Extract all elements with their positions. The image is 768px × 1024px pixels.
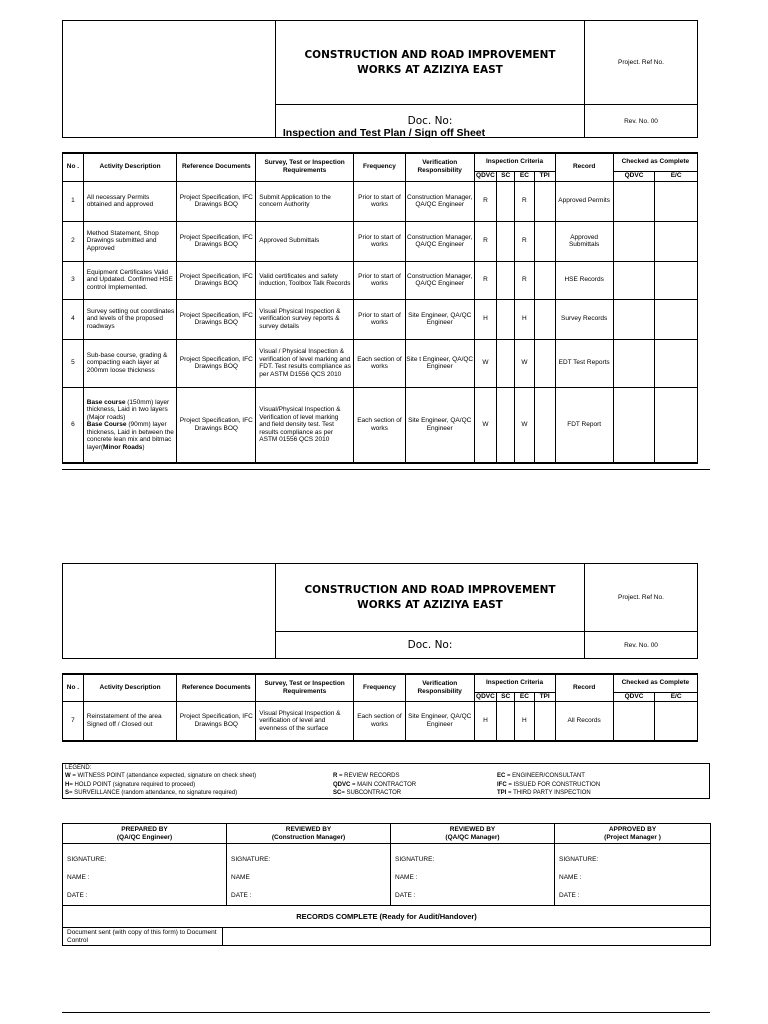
approved-by-header: APPROVED BY (Project Manager ) xyxy=(555,824,711,844)
doc-no: Doc. No: xyxy=(276,632,585,659)
col-tpi: TPI xyxy=(534,171,555,181)
table-row: 4 Survey setting out coordinates and levels of the proposed roadways Project Specification, IFC Drawings BOQ Visual Physical Inspection & verification survey reports & survey details Prior to start of works Site Engineer, QA/QC Engineer H H Survey Records xyxy=(63,299,698,339)
project-title: CONSTRUCTION AND ROAD IMPROVEMENT WORKS AT AZIZIYA EAST xyxy=(276,564,585,632)
plan-title: Inspection and Test Plan / Sign off Sheet xyxy=(282,127,486,139)
col-sc: SC xyxy=(497,692,515,701)
check-cell[interactable] xyxy=(655,387,698,463)
rev-no: Rev. No. 00 xyxy=(585,632,698,659)
signoff-table xyxy=(62,823,711,946)
legend-col-2: R = REVIEW RECORDS QDVC = MAIN CONTRACTOR SC= SUBCONTRACTOR xyxy=(333,773,417,796)
records-complete: RECORDS COMPLETE (Ready for Audit/Handover) xyxy=(63,906,711,928)
itp-table-2 xyxy=(62,673,698,742)
check-cell[interactable] xyxy=(613,387,655,463)
col-criteria: Inspection Criteria xyxy=(474,153,555,171)
col-reference: Reference Documents xyxy=(177,674,256,701)
col-frequency: Frequency xyxy=(353,153,405,181)
check-cell[interactable] xyxy=(613,339,655,387)
document-sent-field[interactable] xyxy=(223,928,711,946)
col-verification: Verification Responsibility xyxy=(405,153,474,181)
check-cell[interactable] xyxy=(613,221,655,261)
reviewed-by-header-2: REVIEWED BY (QA/QC Manager) xyxy=(391,824,555,844)
col-survey: Survey, Test or Inspection Requirements xyxy=(256,153,354,181)
check-cell[interactable] xyxy=(655,261,698,299)
col-qdvc: QDVC xyxy=(474,692,497,701)
col-ec: EC xyxy=(515,692,535,701)
check-cell[interactable] xyxy=(655,701,698,741)
table-row: 1 All necessary Permits obtained and approved Project Specification, IFC Drawings BOQ Submit Application to the concern Authority Prior to start of works Construction Manager, QA/QC Engineer R R Approved Permits xyxy=(63,181,698,221)
check-cell[interactable] xyxy=(613,181,655,221)
legend-col-3: EC = ENGINEER/CONSULTANT IFC = ISSUED FOR CONSTRUCTION TPI = THIRD PARTY INSPECTION xyxy=(497,773,601,796)
prepared-by-header: PREPARED BY (QA/QC Engineer) xyxy=(63,824,227,844)
logo-area xyxy=(63,564,276,659)
table-row: 6 Base course (150mm) layer thickness, Laid in two layers (Major roads) Base Course (90mm) layer thickness, Laid in between the concrete lean mix and bitmac layer(Minor Roads) Project Specification, IFC Drawings BOQ Visual/Physical Inspection & Verification of level marking and field density test. Test results compliance as per ASTM 01556 QCS 2010 Each section of works Site Engineer, QA/QC Engineer W W FDT Report xyxy=(63,387,698,463)
check-cell[interactable] xyxy=(655,221,698,261)
legend xyxy=(62,763,710,799)
col-checked-ec: E/C xyxy=(655,692,698,701)
reviewed-fields-1[interactable]: SIGNATURE: NAME DATE : xyxy=(227,844,391,906)
activity-base-course: Base course (150mm) layer thickness, Laid in two layers (Major roads) Base Course (90mm) layer thickness, Laid in between the concrete lean mix and bitmac layer(Minor Roads) xyxy=(83,387,177,463)
itp-table xyxy=(62,152,698,464)
col-no: No . xyxy=(63,674,84,701)
project-ref: Project. Ref No. xyxy=(585,21,698,105)
col-checked: Checked as Complete xyxy=(613,153,697,171)
document-header-2 xyxy=(62,563,698,659)
reviewed-by-header-1: REVIEWED BY (Construction Manager) xyxy=(227,824,391,844)
check-cell[interactable] xyxy=(613,701,655,741)
col-tpi: TPI xyxy=(534,692,555,701)
col-sc: SC xyxy=(497,171,515,181)
reviewed-fields-2[interactable]: SIGNATURE: NAME : DATE : xyxy=(391,844,555,906)
table-row: 5 Sub-base course, grading & compacting each layer at 200mm loose thickness Project Specification, IFC Drawings BOQ Visual / Physical Inspection & verification of level marking and FDT. Test results compliance as per ASTM D1556 QCS 2010 Each section of works Site t Engineer, QA/QC Engineer W W EDT Test Reports xyxy=(63,339,698,387)
project-ref: Project. Ref No. xyxy=(585,564,698,632)
legend-title: LEGEND: xyxy=(65,765,92,771)
divider xyxy=(62,469,710,470)
project-title: CONSTRUCTION AND ROAD IMPROVEMENT WORKS AT AZIZIYA EAST xyxy=(276,21,585,105)
table-row: 3 Equipment Certificates Valid and Updated. Confirmed HSE control Implemented. Project Specification, IFC Drawings BOQ Valid certificates and safety induction, Toolbox Talk Records Prior to start of works Construction Manager, QA/QC Engineer R R HSE Records xyxy=(63,261,698,299)
check-cell[interactable] xyxy=(655,181,698,221)
col-verification: Verification Responsibility xyxy=(405,674,474,701)
col-checked: Checked as Complete xyxy=(613,674,697,692)
col-checked-ec: E/C xyxy=(655,171,698,181)
col-no: No . xyxy=(63,153,84,181)
col-ec: EC xyxy=(515,171,535,181)
prepared-fields[interactable]: SIGNATURE: NAME : DATE : xyxy=(63,844,227,906)
col-activity: Activity Description xyxy=(83,674,177,701)
check-cell[interactable] xyxy=(655,339,698,387)
check-cell[interactable] xyxy=(613,261,655,299)
col-checked-qdvc: QDVC xyxy=(613,171,655,181)
rev-no: Rev. No. 00 xyxy=(585,105,698,138)
table-row: 2 Method Statement, Shop Drawings submitted and Approved Project Specification, IFC Drawings BOQ Approved Submittals Prior to start of works Construction Manager, QA/QC Engineer R R Approved Submittals xyxy=(63,221,698,261)
col-checked-qdvc: QDVC xyxy=(613,692,655,701)
check-cell[interactable] xyxy=(655,299,698,339)
col-record: Record xyxy=(555,153,613,181)
col-reference: Reference Documents xyxy=(177,153,256,181)
col-activity: Activity Description xyxy=(83,153,177,181)
document-header xyxy=(62,20,698,138)
footer-divider xyxy=(62,1012,710,1013)
check-cell[interactable] xyxy=(613,299,655,339)
col-criteria: Inspection Criteria xyxy=(474,674,555,692)
col-frequency: Frequency xyxy=(353,674,405,701)
legend-col-1: W = WITNESS POINT (attendance expected, signature on check sheet) H= HOLD POINT (signature required to proceed) S= SURVEILLANCE (random attendance, no signature required) xyxy=(65,773,257,796)
col-record: Record xyxy=(555,674,613,701)
doc-no: Doc. No: xyxy=(276,105,585,138)
col-qdvc: QDVC xyxy=(474,171,497,181)
approved-fields[interactable]: SIGNATURE: NAME : DATE : xyxy=(555,844,711,906)
col-survey: Survey, Test or Inspection Requirements xyxy=(256,674,354,701)
table-row: 7 Reinstatement of the area Signed off / Closed out Project Specification, IFC Drawings BOQ Visual Physical Inspection & verification of level and evenness of the surface Each section of works Site Engineer, QA/QC Engineer H H All Records xyxy=(63,701,698,741)
document-sent-label: Document sent (with copy of this form) to Document Control xyxy=(63,928,223,946)
logo-area xyxy=(63,21,276,138)
